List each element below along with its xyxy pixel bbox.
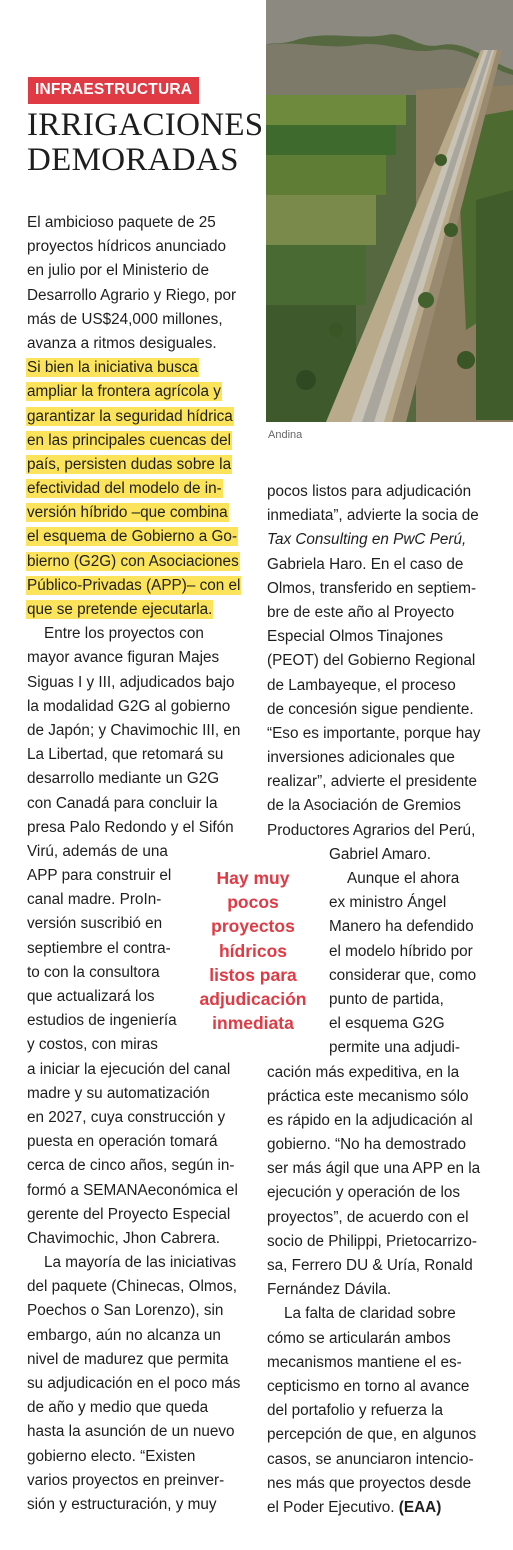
text-line: nes más que proyectos desde [267,1474,472,1492]
photo-credit: Andina [268,429,303,441]
pull-quote-line: proyectos [211,916,295,937]
text-line: que actualizará los [27,988,155,1005]
text-line: mayor avance figuran Majes [27,649,220,667]
highlighted-line [27,477,240,501]
pull-quote-line: pocos [227,892,279,913]
text-line: avanza a ritmos desiguales. [27,334,217,352]
text-line: proyectos”, de acuerdo con el [267,1208,469,1226]
highlighted-line [27,525,240,549]
highlight-text: Si bien la iniciativa busca [27,359,198,377]
text-line: APP para construir el [27,867,172,885]
text-line: cerca de cinco años, según in- [27,1157,235,1175]
text-line: presa Palo Redondo y el Sifón [27,818,234,836]
text-line: su adjudicación en el poco más [27,1375,241,1392]
pull-quote-line: Hay muy [216,868,290,888]
text-line: El ambicioso paquete de 25 [27,214,216,231]
text-line: ex ministro Ángel [329,894,447,912]
highlighted-line [27,356,240,380]
text-line: Chavimochic, Jhon Cabrera. [27,1229,220,1247]
text-line: Poechos o San Lorenzo), sin [27,1302,224,1320]
text-line: de la Asociación de Gremios [267,797,461,815]
text-line [267,528,480,552]
text-line: gobierno. “No ha demostrado [267,1136,466,1154]
text-line: a iniciar la ejecución del canal [27,1060,231,1078]
highlight-text: el esquema de Gobierno a Go- [27,528,238,546]
text-line: práctica este mecanismo sólo [267,1087,469,1105]
text-line: pocos listos para adjudicación [267,483,472,500]
title-line: DEMORADAS [27,142,239,178]
text-line: del paquete (Chinecas, Olmos, [27,1278,238,1296]
text-line: La Libertad, que retomará su [27,746,224,764]
highlighted-line [27,405,240,429]
highlighted-line [27,550,240,574]
text-line: sión y estructuración, y muy [27,1495,217,1513]
italic-term: Tax Consulting en PwC Perú, [267,531,467,549]
text-line: estudios de ingeniería [27,1012,177,1030]
highlight-text: Público-Privadas (APP)– con el [27,576,241,594]
text-line: cómo se articularán ambos [267,1329,451,1347]
text-line: puesta en operación tomará [27,1133,218,1151]
text-line: hasta la asunción de un nuevo [27,1423,235,1441]
text-line: to con la consultora [27,963,160,981]
text-line: bre de este año al Proyecto [267,603,455,621]
text-line: La falta de claridad sobre [284,1305,456,1323]
text-line: Especial Olmos Tinajones [267,628,443,646]
article-title [27,108,267,178]
text-line: de año y medio que queda [27,1399,209,1417]
title-line: IRRIGACIONES [27,107,264,143]
text-line: nivel de madurez que permita [27,1350,229,1368]
text-line: del portafolio y refuerza la [267,1402,444,1420]
text-line: ejecución y operación de los [267,1184,461,1202]
highlight-text: ampliar la frontera agrícola y [27,383,221,401]
text-line: varios proyectos en preinver- [27,1471,225,1489]
text-line: socio de Philippi, Prietocarrizo- [267,1232,477,1250]
text-line: proyectos hídricos anunciado [27,238,226,256]
text-line: realizar”, advierte el presidente [267,773,478,791]
text-line: desarrollo mediante un G2G [27,770,220,788]
text-line: es rápido en la adjudicación al [267,1111,473,1129]
highlight-text: que se pretende ejecutarla. [27,601,213,618]
text-line: “Eso es importante, porque hay [267,724,481,742]
text-line: en julio por el Ministerio de [27,262,209,280]
highlighted-line [27,501,240,525]
left-column [27,211,240,1517]
text-line: Olmos, transferido en septiem- [267,579,477,597]
highlight-text: país, persisten dudas sobre la [27,455,232,473]
text-line [267,1496,480,1520]
text-line: mecanismos mantiene el es- [267,1353,462,1371]
highlighted-line [27,574,240,598]
text-line: casos, se anunciaron intencio- [267,1450,474,1468]
section-tag: INFRAESTRUCTURA [28,77,199,104]
text-line: Productores Agrarios del Perú, [267,821,476,839]
highlighted-line [27,453,240,477]
text-line: considerar que, como [329,966,477,984]
text-line: percepción de que, en algunos [267,1426,477,1444]
text-line: punto de partida, [329,990,444,1008]
text-line: Desarrollo Agrario y Riego, por [27,286,237,304]
pull-quote-line: listos para [209,964,297,985]
text-line: Virú, además de una [27,842,168,860]
highlight-text: garantizar la seguridad hídrica [27,407,233,425]
text-line: Gabriel Amaro. [329,845,432,863]
highlighted-line [27,380,240,404]
pull-quote-line: inmediata [212,1013,294,1034]
highlight-text: bierno (G2G) con Asociaciones [27,552,239,570]
text-line: Siguas I y III, adjudicados bajo [27,673,235,691]
canal-aerial-photo [266,0,513,422]
highlighted-line [27,429,240,453]
text-line: Manero ha defendido [329,918,474,936]
text-line: La mayoría de las iniciativas [44,1254,237,1272]
text-line: Fernández Dávila. [267,1281,392,1299]
text-line: Gabriela Haro. En el caso de [267,555,464,573]
text-line: sa, Ferrero DU & Uría, Ronald [267,1257,473,1274]
text-line: y costos, con miras [27,1036,158,1054]
author-signature: (EAA) [398,1498,442,1516]
text-line: inversiones adicionales que [267,749,455,767]
text-line: inmediata”, advierte la socia de [267,507,479,525]
right-column [267,480,480,1520]
text-line: gobierno electo. “Existen [27,1447,196,1465]
text-line: versión suscribió en [27,915,163,933]
text-line: el esquema G2G [329,1015,445,1033]
text-line: canal madre. ProIn- [27,891,162,909]
text-line: madre y su automatización [27,1084,210,1102]
text-line: formó a SEMANAeconómica el [27,1181,238,1199]
highlighted-line [27,598,240,622]
text-line: con Canadá para concluir la [27,794,218,812]
pull-quote-line: adjudicación [199,989,307,1010]
text-line: en 2027, cuya construcción y [27,1108,226,1126]
text-line: embargo, aún no alcanza un [27,1326,221,1344]
text-line: gerente del Proyecto Especial [27,1205,231,1223]
text-line: de concesión sigue pendiente. [267,700,474,718]
text-line: Aunque el ahora [347,870,460,887]
text-line: cación más expeditiva, en la [267,1063,460,1081]
pull-quote-line: hídricos [218,940,288,961]
text-line: permite una adjudi- [329,1039,460,1057]
text-line: el modelo híbrido por [329,942,473,960]
text-line: de Japón; y Chavimochic III, en [27,721,241,739]
text-line: (PEOT) del Gobierno Regional [267,652,476,670]
text-line: septiembre el contra- [27,939,171,957]
highlight-text: efectividad del modelo de in- [27,480,222,498]
final-text: el Poder Ejecutivo. [267,1498,395,1516]
text-line: más de US$24,000 millones, [27,310,223,328]
text-line: ser más ágil que una APP en la [267,1160,481,1178]
text-line: la modalidad G2G al gobierno [27,697,231,715]
text-line: de Lambayeque, el proceso [267,676,456,694]
text-line: cepticismo en torno al avance [267,1377,470,1395]
highlight-text: versión híbrido –que combina [27,504,228,522]
highlight-text: en las principales cuencas del [27,431,232,449]
text-line: Entre los proyectos con [44,625,204,643]
